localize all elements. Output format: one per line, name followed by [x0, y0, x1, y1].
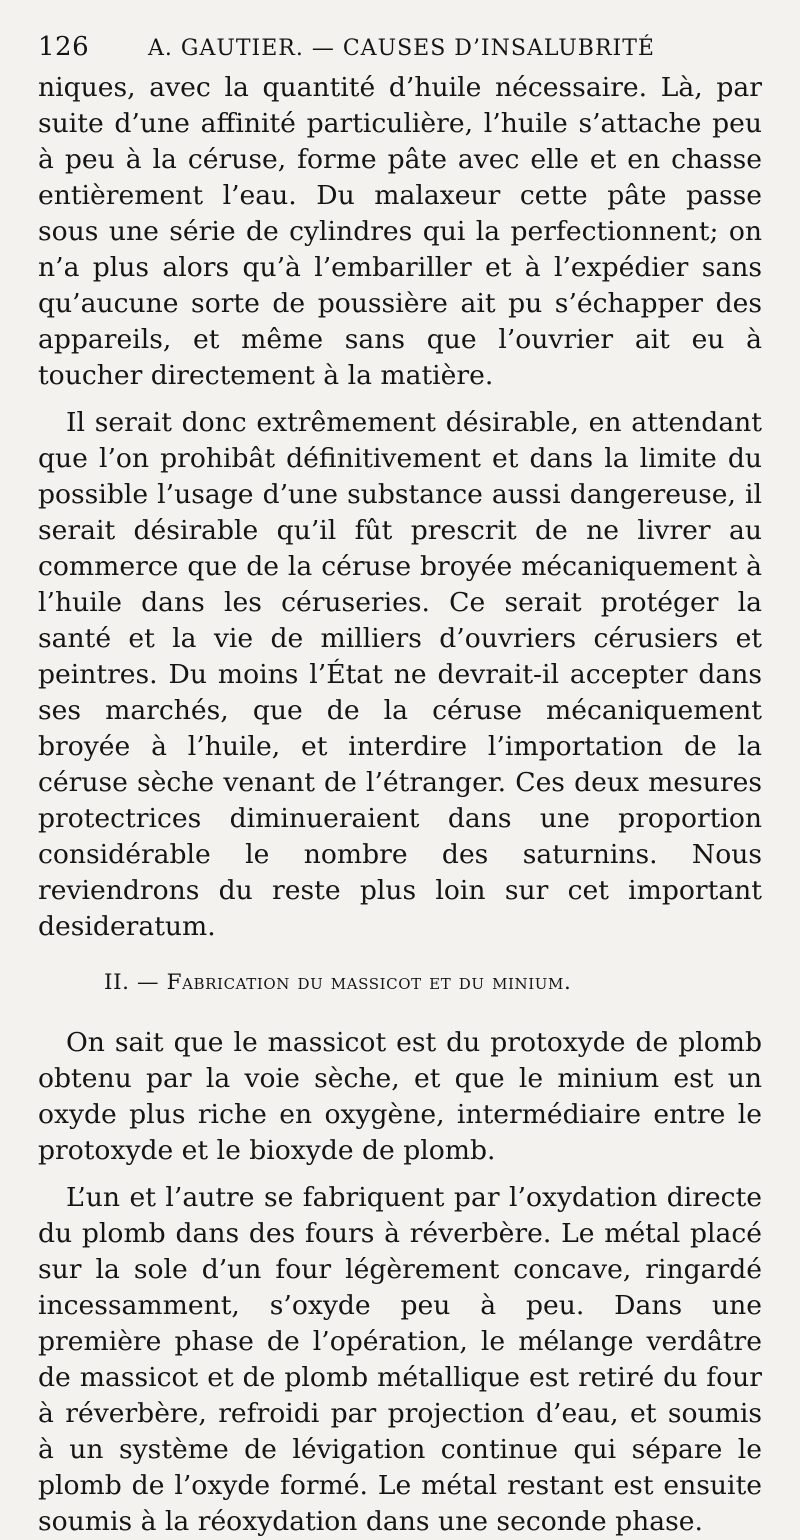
running-head — [38, 32, 762, 70]
paragraph-continued: niques, avec la quantité d’huile nécessaire. Là, par suite d’une affinité particulière, l’huile s’attache peu à peu à la céruse, forme pâte avec elle et en chasse entièrement l’eau. Du malaxeur cette pâte passe sous une série de cylindres qui la perfectionnent; on n’a plus alors qu’à l’embariller et à l’expédier sans qu’aucune sorte de poussière ait pu s’échapper des appareils, et même sans que l’ouvrier ait eu à toucher directement à la matière. — [38, 72, 762, 391]
body-text — [38, 70, 762, 1540]
section-heading: II. — Fabrication du massicot et du minium. — [104, 970, 572, 995]
page-number: 126 — [38, 32, 90, 62]
paragraph-recommendation: Il serait donc extrêmement désirable, en attendant que l’on prohibât définitivement et dans la limite du possible l’usage d’une substance aussi dangereuse, il serait désirable qu’il fût prescrit de ne livrer au commerce que de la céruse broyée mécaniquement à l’huile dans les céruseries. Ce serait protéger la santé et la vie de milliers d’ouvriers cérusiers et peintres. Du moins l’État ne devrait-il accepter dans ses marchés, que de la céruse mécaniquement broyée à l’huile, et interdire l’importation de la céruse sèche venant de l’étranger. Ces deux mesures protectrices diminueraient dans une proportion considérable le nombre des saturnins. Nous reviendrons du reste plus loin sur cet important desideratum. — [38, 407, 762, 942]
paragraph-massicot-definition: On sait que le massicot est du protoxyde de plomb obtenu par la voie sèche, et que le minium est un oxyde plus riche en oxygène, intermédiaire entre le protoxyde et le bioxyde de plomb. — [38, 1027, 762, 1166]
paragraph-gap — [38, 394, 762, 405]
running-title: A. GAUTIER. — CAUSES D’INSALUBRITÉ — [148, 36, 655, 61]
paragraph-gap — [38, 1169, 762, 1180]
paragraph-fabrication-process: L’un et l’autre se fabriquent par l’oxydation directe du plomb dans des fours à réverbère. Le métal placé sur la sole d’un four légèrement concave, ringardé incessamment, s’oxyde peu à peu. Dans une première phase de l’opération, le mélange verdâtre de massicot et de plomb métallique est retiré du four à réverbère, refroidi par projection d’eau, et soumis à un système de lévigation continue qui sépare le plomb de l’oxyde formé. Le métal restant est ensuite soumis à la réoxydation dans une seconde phase. — [38, 1182, 762, 1537]
